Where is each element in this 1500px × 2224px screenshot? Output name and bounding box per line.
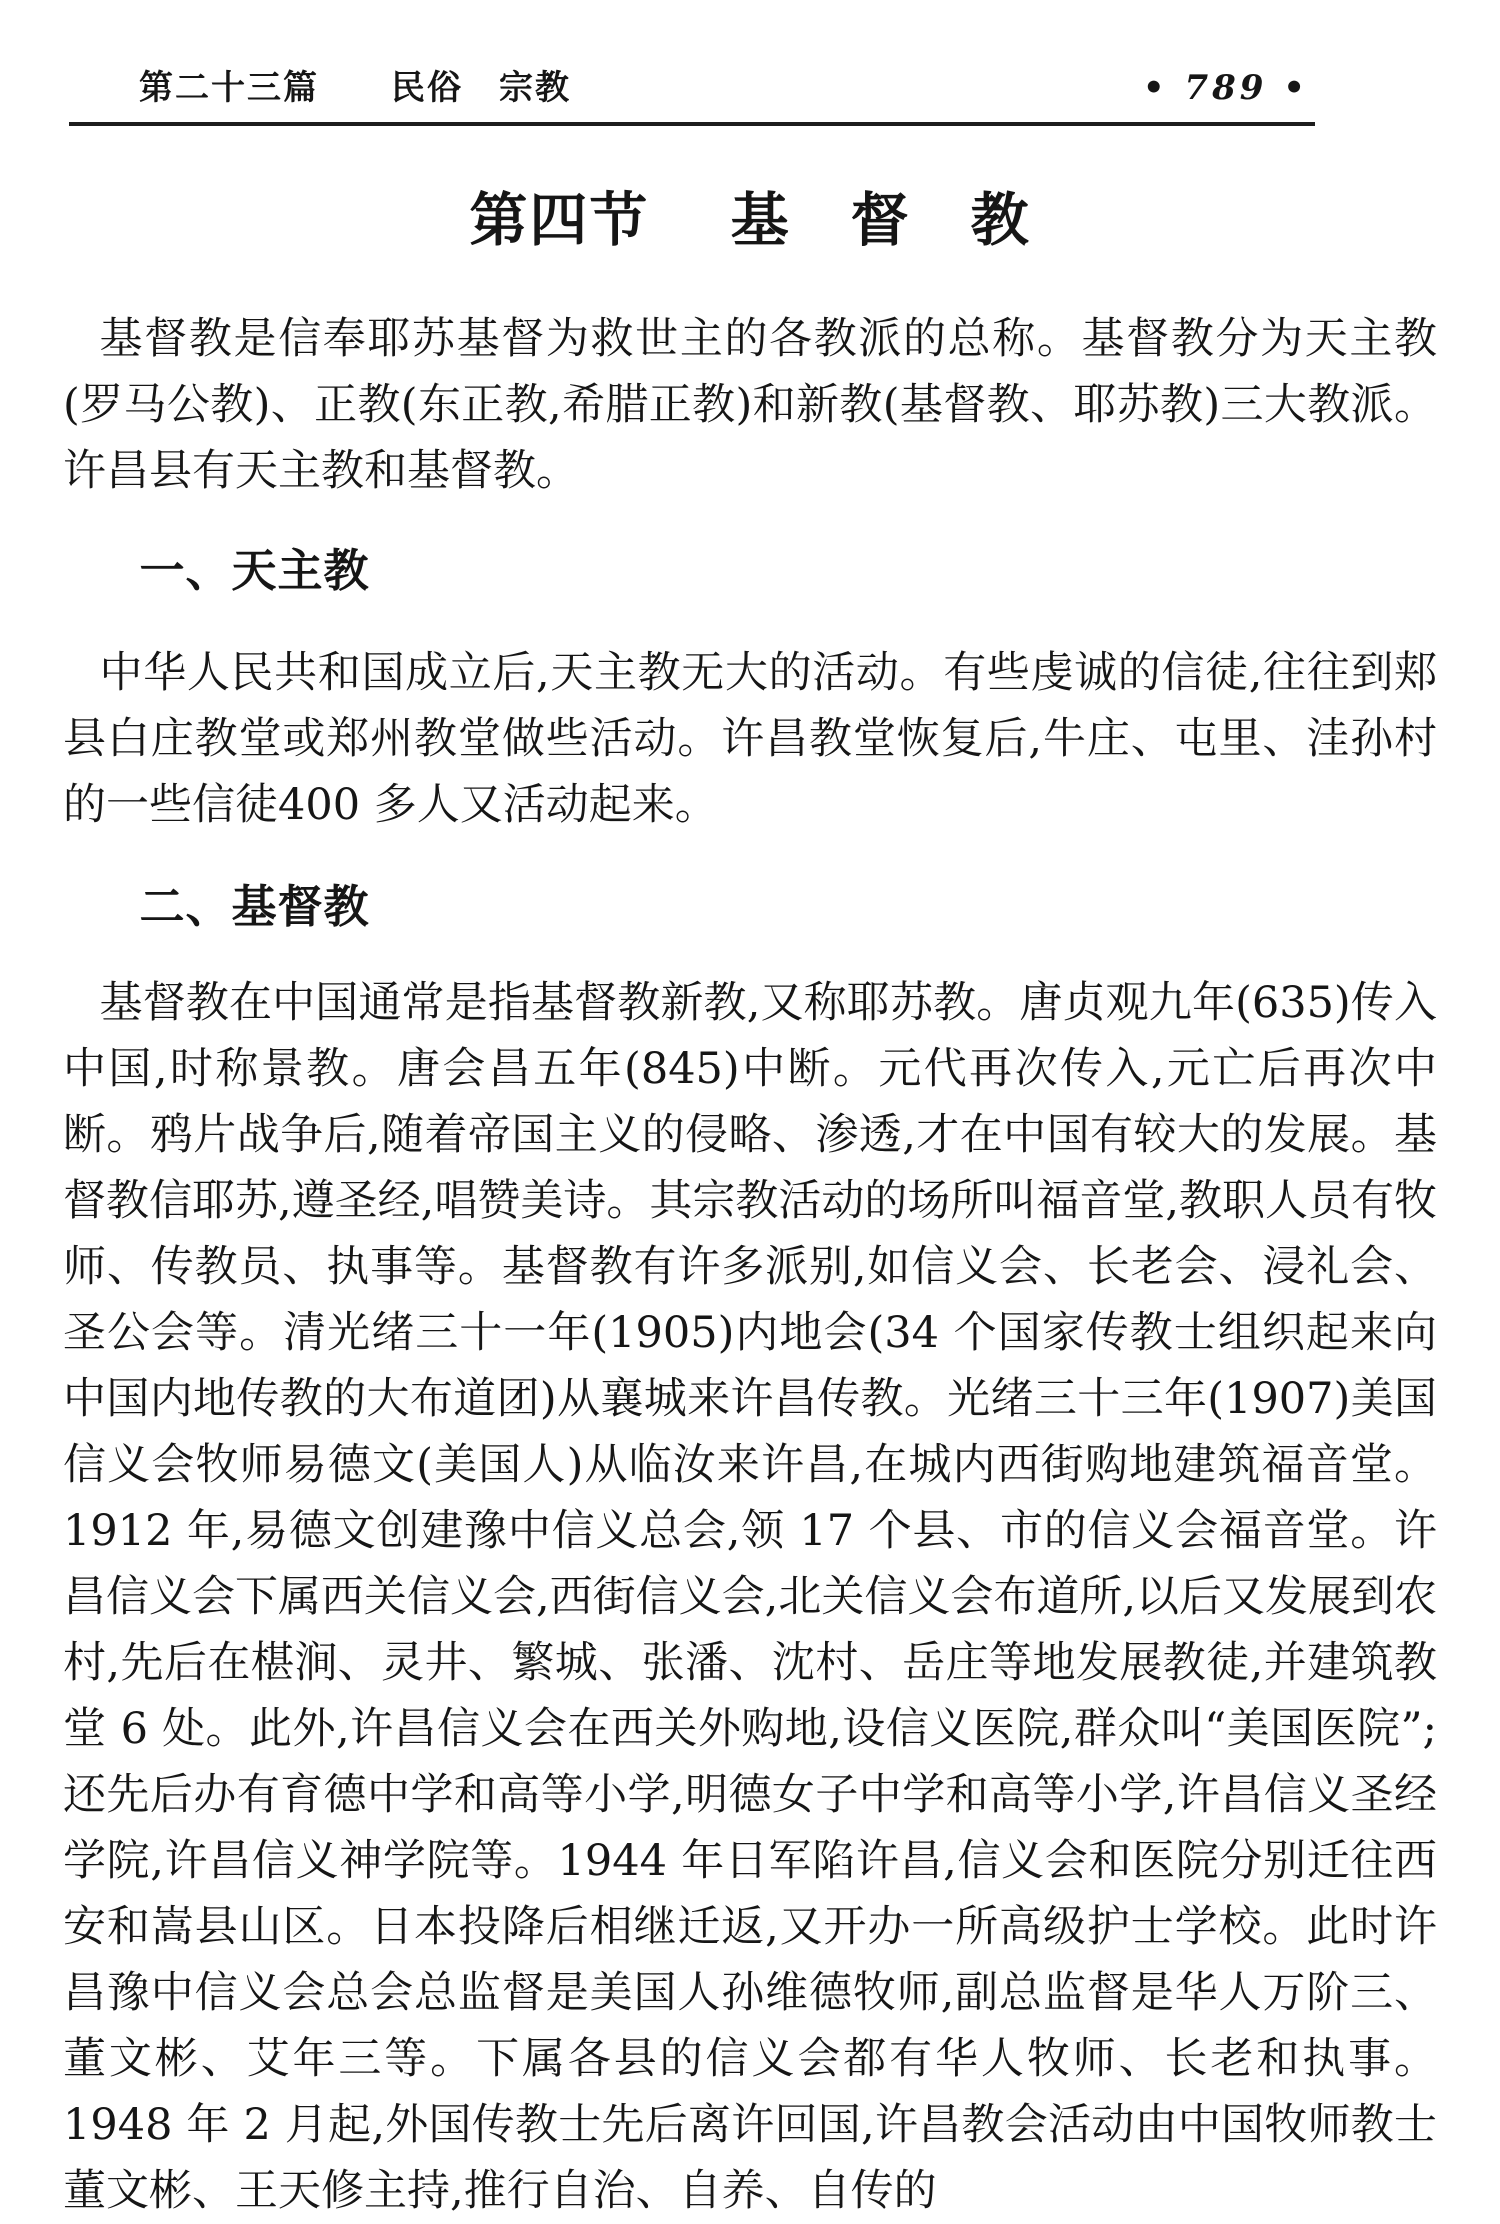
paragraph-protestantism: 基督教在中国通常是指基督教新教,又称耶苏教。唐贞观九年(635)传入中国,时称景教。唐会昌五年(845)中断。元代再次传入,元亡后再次中断。鸦片战争后,随着帝国主义的侵略、渗透,才在中国有较大的发展。基督教信耶苏,遵圣经,唱赞美诗。其宗教活动的场所叫福音堂,教职人员有牧师、传教员、执事等。基督教有许多派别,如信义会、长老会、浸礼会、圣公会等。清光绪三十一年(1905)内地会(34 个国家传教士组织起来向中国内地传教的大布道团)从襄城来许昌传教。光绪三十三年(1907)美国信义会牧师易德文(美国人)从临汝来许昌,在城内西街购地建筑福音堂。1912 年,易德文创建豫中信义总会,领 17 个县、市的信义会福音堂。许昌信义会下属西关信义会,西街信义会,北关信义会布道所,以后又发展到农村,先后在椹涧、灵井、繁城、张潘、沈村、岳庄等地发展教徒,并建筑教堂 6 处。此外,许昌信义会在西关外购地,设信义医院,群众叫“美国医院”;还先后办有育德中学和高等小学,明德女子中学和高等小学,许昌信义圣经学院,许昌信义神学院等。1944 年日军陷许昌,信义会和医院分别迁往西安和嵩县山区。日本投降后相继迁返,又开办一所高级护士学校。此时许昌豫中信义会总会总监督是美国人孙维德牧师,副总监督是华人万阶三、董文彬、艾年三等。下属各县的信义会都有华人牧师、长老和执事。1948 年 2 月起,外国传教士先后离许回国,许昌教会活动由中国牧师教士董文彬、王天修主持,推行自治、自养、自传的 [63, 978, 1438, 2216]
section-title [63, 180, 1437, 260]
section-number: 第四节 [469, 186, 650, 254]
page-number: • 789 • [1142, 68, 1309, 108]
header-divider [69, 122, 1315, 126]
running-header [139, 66, 1309, 110]
paragraph-catholicism: 中华人民共和国成立后,天主教无大的活动。有些虔诚的信徒,往往到郏县白庄教堂或郑州教堂做些活动。许昌教堂恢复后,牛庄、屯里、洼孙村的一些信徒400 多人又活动起来。 [63, 648, 1437, 830]
section-name: 基 督 教 [730, 186, 1031, 254]
subheading-catholicism: 一、天主教 [139, 544, 370, 597]
chapter-title: 第二十三篇 民俗 宗教 [139, 68, 571, 108]
subheading-protestantism: 二、基督教 [139, 880, 370, 933]
paragraph-intro: 基督教是信奉耶苏基督为救世主的各教派的总称。基督教分为天主教(罗马公教)、正教(东正教,希腊正教)和新教(基督教、耶苏教)三大教派。许昌县有天主教和基督教。 [63, 314, 1437, 496]
